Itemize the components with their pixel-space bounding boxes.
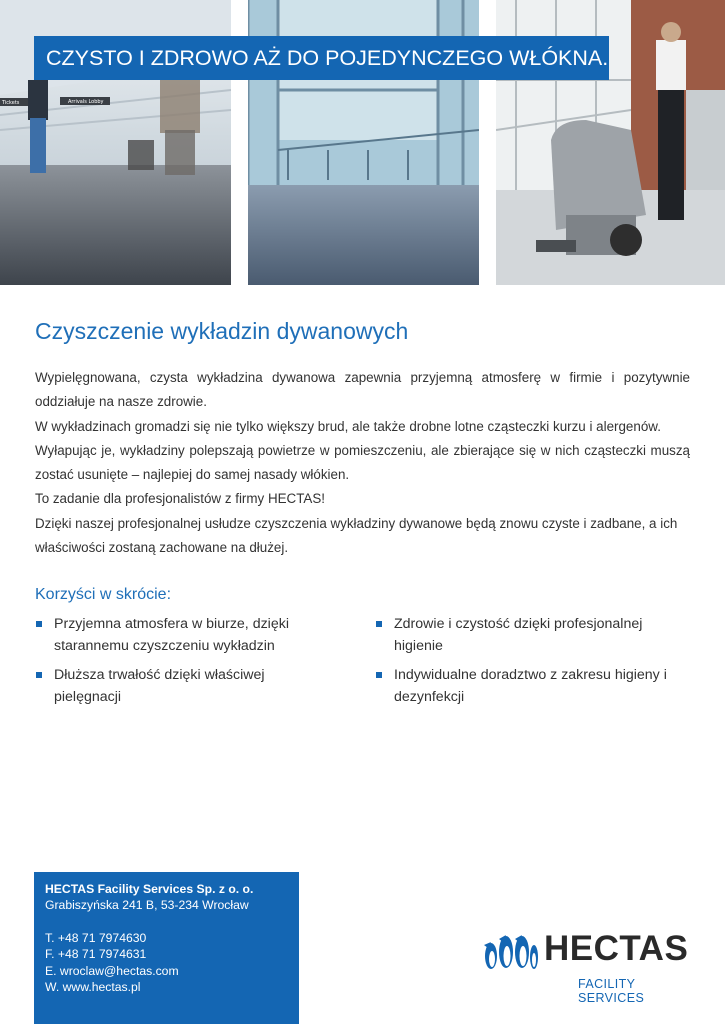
benefits-list-right [375, 614, 695, 716]
paragraph-2: W wykładzinach gromadzi się nie tylko większy brud, ale także drobne lotne cząsteczki kurzu i alergenów. [35, 418, 661, 434]
contact-box [34, 872, 299, 1024]
logo-wordmark: HECTAS [544, 929, 689, 968]
paragraph-1: Wypielęgnowana, czysta wykładzina dywanowa zapewnia przyjemną atmosferę w firmie i pozytywnie oddziałuje na nasze zdrowie. [35, 370, 690, 410]
contact-website[interactable]: W. www.hectas.pl [45, 980, 141, 995]
contact-phone: T. +48 71 7974630 [45, 930, 147, 945]
paragraph-4: To zadanie dla profesjonalistów z firmy HECTAS! [35, 491, 325, 507]
logo-tagline: FACILITY SERVICES [578, 977, 645, 1005]
company-name: HECTAS Facility Services Sp. z o. o. [45, 882, 254, 896]
contact-email[interactable]: E. wroclaw@hectas.com [45, 963, 179, 978]
sign-tickets: Tickets [2, 100, 20, 106]
penguins-logo-icon [482, 930, 538, 974]
headline-banner: CZYSTO I ZDROWO AŻ DO POJEDYNCZEGO WŁÓKNA. [34, 36, 609, 80]
benefits-list-left [35, 614, 325, 716]
benefit-item: Dłuższa trwałość dzięki właściwej pielęgnacji [35, 665, 325, 708]
hectas-logo [482, 929, 697, 1005]
sign-arrivals: Arrivals Lobby [68, 99, 104, 105]
company-address: Grabiszyńska 241 B, 53-234 Wrocław [45, 898, 249, 913]
contact-fax: F. +48 71 7974631 [45, 947, 147, 962]
benefit-item: Zdrowie i czystość dzięki profesjonalnej higienie [375, 614, 695, 657]
square-bullet-icon [36, 621, 42, 627]
square-bullet-icon [376, 621, 382, 627]
intro-text [35, 366, 690, 560]
page-title: Czyszczenie wykładzin dywanowych [35, 318, 409, 344]
benefits-title: Korzyści w skrócie: [35, 586, 172, 603]
paragraph-5: Dzięki naszej profesjonalnej usłudze czyszczenia wykładziny dywanowe będą znowu czyste i zadbane, a ich właściwości zostaną zachowane na dłużej. [35, 515, 678, 556]
paragraph-3: Wyłapując je, wykładziny polepszają powietrze w pomieszczeniu, ale zbierające się w nich cząsteczki muszą zostać usunięte – najlepiej do samej nasady włókien. [35, 442, 690, 483]
square-bullet-icon [36, 672, 42, 678]
benefit-item: Indywidualne doradztwo z zakresu higieny i dezynfekcji [375, 665, 695, 708]
square-bullet-icon [376, 672, 382, 678]
benefit-item: Przyjemna atmosfera w biurze, dzięki starannemu czyszczeniu wykładzin [35, 614, 325, 657]
